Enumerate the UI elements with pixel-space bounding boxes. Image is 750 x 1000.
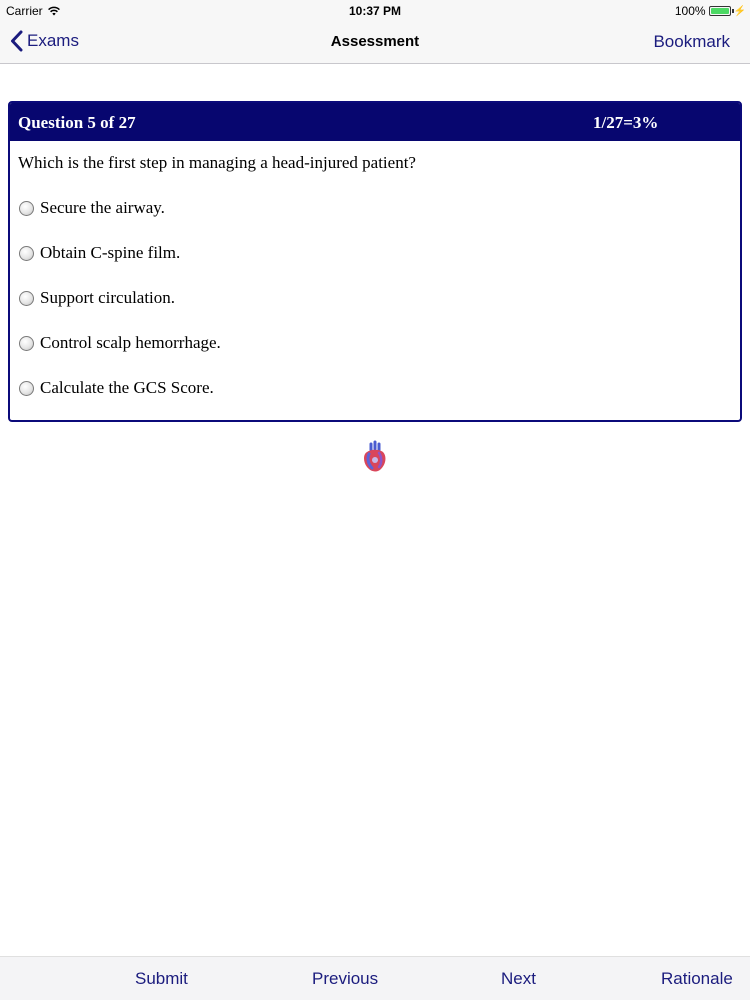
page-title: Assessment — [330, 33, 420, 50]
back-button[interactable] — [10, 30, 79, 52]
status-right — [675, 4, 746, 18]
status-time: 10:37 PM — [348, 4, 402, 18]
radio-button[interactable] — [19, 291, 34, 306]
question-header — [10, 103, 740, 141]
answer-label: Support circulation. — [40, 288, 176, 307]
answer-label: Calculate the GCS Score. — [40, 378, 214, 397]
question-text: Which is the first step in managing a head-injured patient? — [18, 153, 416, 172]
heart-anatomy-icon — [361, 440, 389, 474]
nav-bar — [0, 22, 750, 64]
radio-button[interactable] — [19, 246, 34, 261]
radio-button[interactable] — [19, 201, 34, 216]
battery-icon — [709, 6, 731, 16]
chevron-left-icon — [10, 30, 23, 52]
charging-icon: ⚡ — [733, 5, 746, 17]
status-bar — [0, 0, 750, 22]
answer-label: Obtain C-spine film. — [40, 243, 181, 262]
next-button[interactable]: Next — [501, 969, 536, 988]
bookmark-button[interactable]: Bookmark — [653, 32, 730, 51]
question-card — [8, 101, 742, 422]
battery-percent: 100% — [674, 4, 706, 18]
previous-button[interactable]: Previous — [312, 969, 379, 988]
bottom-toolbar — [0, 956, 750, 1000]
question-number: Question 5 of 27 — [18, 113, 136, 132]
submit-button[interactable]: Submit — [135, 969, 188, 988]
answer-option[interactable] — [19, 378, 214, 398]
rationale-button[interactable]: Rationale — [661, 969, 733, 988]
question-score: 1/27=3% — [593, 113, 659, 132]
radio-button[interactable] — [19, 381, 34, 396]
radio-button[interactable] — [19, 336, 34, 351]
answer-option[interactable] — [19, 288, 175, 308]
carrier-label: Carrier — [6, 4, 43, 18]
answer-option[interactable] — [19, 333, 221, 353]
answer-option[interactable] — [19, 198, 165, 218]
back-label: Exams — [27, 31, 79, 50]
answer-label: Control scalp hemorrhage. — [40, 333, 221, 352]
answer-label: Secure the airway. — [40, 198, 165, 217]
answer-option[interactable] — [19, 243, 180, 263]
